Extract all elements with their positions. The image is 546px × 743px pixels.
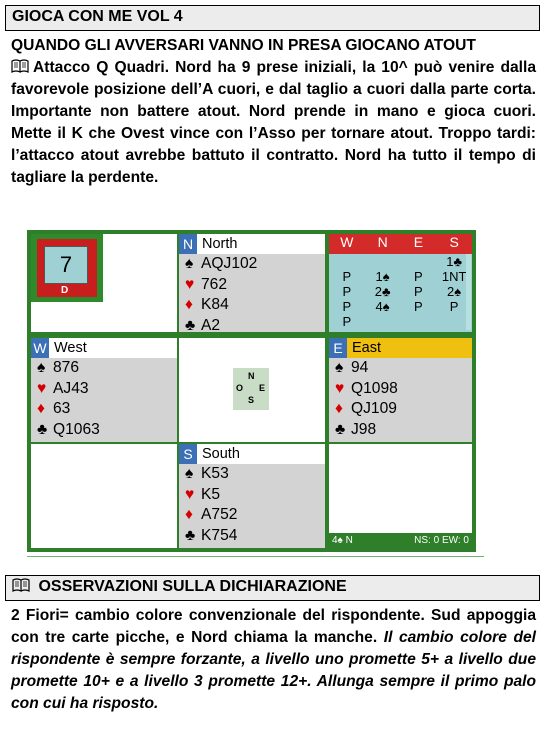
south-hearts: K5: [201, 485, 221, 503]
east-clubs: J98: [351, 420, 377, 438]
seat-letter-north: N: [179, 234, 197, 254]
bid: 1NT: [441, 269, 467, 284]
page-title: GIOCA CON ME VOL 4: [5, 5, 540, 31]
bid: P: [414, 269, 423, 284]
board-number: 7: [44, 246, 88, 284]
subtitle: QUANDO GLI AVVERSARI VANNO IN PRESA GIOCANO ATOUT: [11, 37, 476, 54]
bidding-box[interactable]: [329, 234, 472, 332]
bid: 2♣: [374, 284, 391, 299]
bid-row: [329, 284, 472, 299]
bid: 2♠: [447, 284, 462, 299]
hand-west: [31, 338, 177, 442]
spade-icon: ♠: [185, 465, 194, 482]
compass-n: N: [248, 371, 255, 381]
heart-icon: ♥: [335, 379, 345, 397]
bid-row: [329, 314, 472, 329]
north-diamonds: K84: [201, 296, 229, 313]
compass: [233, 368, 269, 410]
bid: P: [342, 299, 352, 314]
west-spades: 876: [53, 359, 80, 376]
bridge-board: [27, 230, 476, 552]
dealer-label: D: [61, 285, 69, 296]
bid-row: [329, 269, 472, 284]
observations-italic: Il cambio colore del rispondente è sempre forzante, a livello uno promette 5+ a livello due promette 10+ e a livello 3 promette 12+. Allunga sempre il primo palo con cui ha risposto.: [11, 629, 536, 712]
bid: [365, 314, 401, 329]
bid: [401, 254, 437, 269]
observations-paragraph: [11, 605, 536, 715]
west-clubs: Q1063: [53, 420, 100, 438]
empty-panel: [31, 444, 177, 548]
seat-name-west: West: [54, 340, 87, 356]
bid: P: [414, 284, 423, 299]
bid-row: [329, 254, 472, 269]
diamond-icon: ♦: [335, 400, 343, 417]
north-spades: AQJ102: [201, 255, 258, 272]
table-center: [179, 338, 325, 442]
intro-text: Attacco Q Quadri. Nord ha 9 prese iniziali, la 10^ può venire dalla favorevole posizione dell’A cuori, e dal taglio a cuori dalla parte corta. Importante non battere atout. Nord prende in mano e gioca cuori. Mette il K che Ovest vince con l’Asso per tornare atout. Troppo tardi: l’attacco atout avrebbe battuto il contratto. Nord ha tutto il tempo di tagliare la perdente.: [11, 59, 536, 186]
bid: 4♠: [375, 299, 390, 314]
book-icon: [11, 59, 29, 76]
heart-icon: ♥: [185, 275, 195, 293]
seat-letter-south: S: [179, 444, 197, 464]
status-bar: [329, 533, 472, 548]
observations-title: OSSERVAZIONI SULLA DICHIARAZIONE: [38, 578, 347, 595]
hand-south: [179, 444, 325, 548]
club-icon: ♣: [185, 316, 196, 334]
bid: [329, 254, 365, 269]
diamond-icon: ♦: [37, 400, 45, 417]
contract-label: 4♠ N: [332, 535, 353, 546]
bid: P: [449, 299, 459, 314]
bid-col-w: W: [340, 234, 354, 250]
seat-name-east: East: [352, 340, 382, 356]
spade-icon: ♠: [335, 359, 344, 376]
bid: [401, 314, 437, 329]
bid: P: [342, 269, 352, 284]
bid: P: [342, 314, 352, 329]
compass-e: E: [259, 383, 266, 393]
bid: 1♠: [375, 269, 390, 284]
observations-normal: 2 Fiori= cambio colore convenzionale del rispondente. Sud appoggia con tre carte picche, e Nord chiama la manche.: [11, 607, 536, 646]
bid-col-n: N: [377, 234, 388, 250]
club-icon: ♣: [185, 526, 196, 544]
west-hearts: AJ43: [53, 379, 89, 397]
spade-icon: ♠: [185, 255, 194, 272]
compass-o: O: [236, 383, 244, 393]
east-spades: 94: [351, 359, 369, 376]
bid: 1♣: [446, 254, 462, 269]
diamond-icon: ♦: [185, 506, 193, 523]
bid-row: [329, 299, 472, 314]
diamond-icon: ♦: [185, 296, 193, 313]
bid-col-s: S: [449, 234, 459, 250]
east-diamonds: QJ109: [351, 400, 397, 417]
divider: [27, 556, 484, 557]
seat-letter-east: E: [329, 338, 347, 358]
west-diamonds: 63: [53, 400, 71, 417]
bid-col-e: E: [413, 234, 424, 250]
score-label: NS: 0 EW: 0: [414, 535, 469, 546]
bid: P: [414, 299, 423, 314]
intro-paragraph: [11, 57, 536, 189]
heart-icon: ♥: [37, 379, 47, 397]
heart-icon: ♥: [185, 485, 195, 503]
spade-icon: ♠: [37, 359, 46, 376]
bid: P: [342, 284, 352, 299]
east-hearts: Q1098: [351, 379, 398, 397]
south-diamonds: A752: [201, 506, 238, 523]
seat-name-north: North: [202, 236, 238, 252]
observations-heading: [5, 575, 540, 601]
hand-north: [179, 234, 325, 332]
club-icon: ♣: [37, 420, 48, 438]
result-panel: [329, 444, 472, 548]
north-clubs: A2: [201, 316, 221, 334]
seat-name-south: South: [202, 446, 240, 462]
board-number-panel: [31, 234, 177, 332]
seat-letter-west: W: [31, 338, 49, 358]
bidding-header: [329, 234, 472, 254]
north-hearts: 762: [201, 275, 228, 293]
hand-east: [329, 338, 472, 442]
south-spades: K53: [201, 465, 229, 482]
south-clubs: K754: [201, 526, 238, 544]
book-icon: [12, 578, 30, 595]
bidding-scrollbar[interactable]: [466, 254, 471, 330]
club-icon: ♣: [335, 420, 346, 438]
compass-s: S: [248, 395, 255, 405]
bid: [365, 254, 401, 269]
board-badge: [31, 234, 103, 302]
